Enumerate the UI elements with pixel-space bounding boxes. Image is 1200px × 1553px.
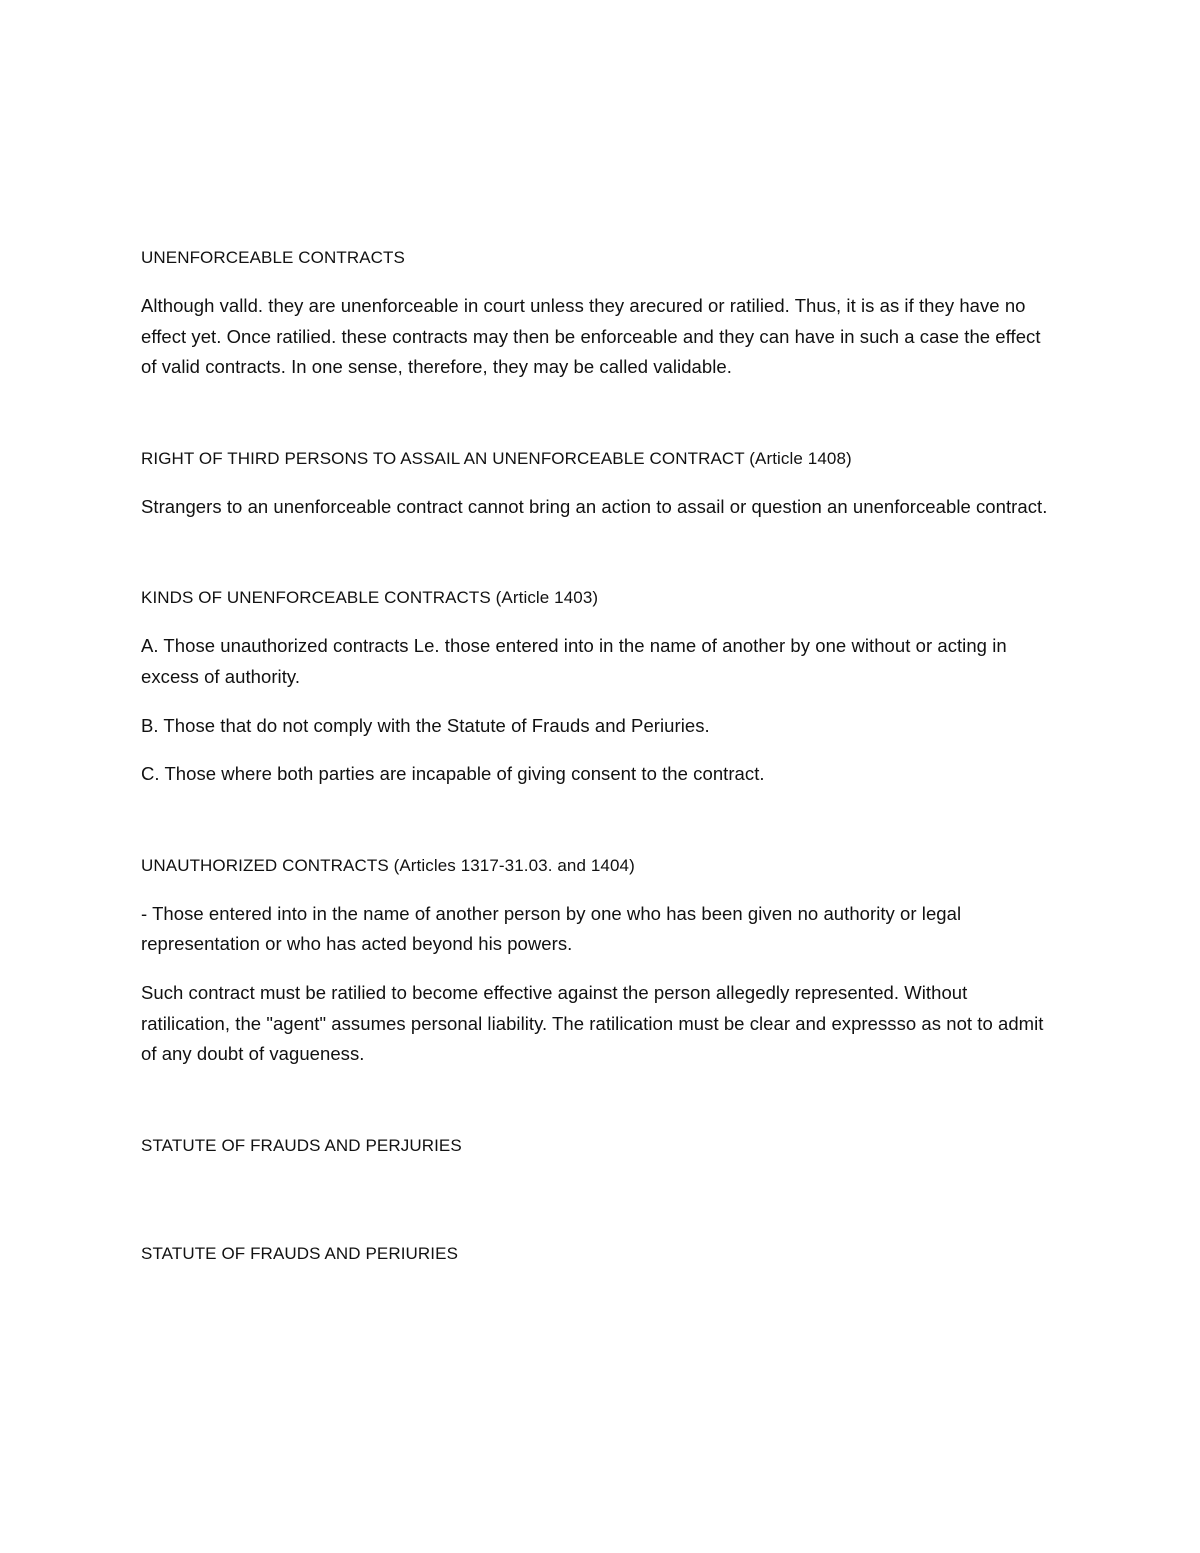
- section-heading: STATUTE OF FRAUDS AND PERIURIES: [141, 1243, 459, 1263]
- document-body: [141, 243, 1061, 1269]
- section-heading: UNENFORCEABLE CONTRACTS: [141, 248, 405, 267]
- section-paragraph: Strangers to an unenforceable contract cannot bring an action to assail or question an unenforceable contract.: [141, 495, 1048, 517]
- list-item: C. Those where both parties are incapable of giving consent to the contract.: [141, 763, 765, 785]
- section-paragraph: Such contract must be ratilied to become effective against the person allegedly represented. Without ratilication, the "agent" assumes personal liability. The ratilication must be clear and expressso as not to admit of any doubt of vagueness.: [141, 981, 1044, 1065]
- section-heading: STATUTE OF FRAUDS AND PERJURIES: [141, 1135, 462, 1155]
- list-item: B. Those that do not comply with the Statute of Frauds and Periuries.: [141, 714, 710, 736]
- section-heading: UNAUTHORIZED CONTRACTS (Articles 1317-31.03. and 1404): [141, 855, 635, 875]
- section-heading: RIGHT OF THIRD PERSONS TO ASSAIL AN UNENFORCEABLE CONTRACT (Article 1408): [141, 448, 852, 468]
- list-item: A. Those unauthorized contracts Le. those entered into in the name of another by one without or acting in excess of authority.: [141, 635, 1007, 687]
- section-paragraph: - Those entered into in the name of another person by one who has been given no authority or legal representation or who has acted beyond his powers.: [141, 902, 962, 955]
- section-heading: KINDS OF UNENFORCEABLE CONTRACTS (Article 1403): [141, 588, 599, 608]
- section-paragraph: Although valld. they are unenforceable in court unless they arecured or ratilied. Thus, it is as if they have no effect yet. Once ratilied. these contracts may then be enforceable and they can have in such a case the effect of valid contracts. In one sense, therefore, they may be called validable.: [141, 295, 1041, 378]
